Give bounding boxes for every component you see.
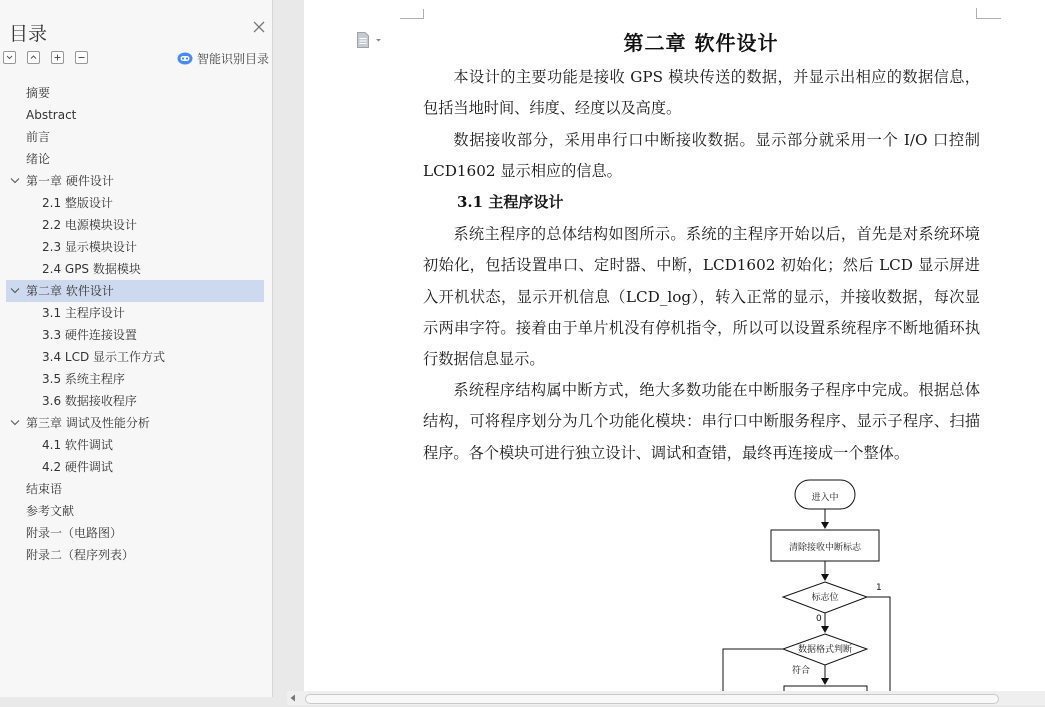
toc-item[interactable] (6, 368, 264, 390)
paragraph-data-receive: 数据接收部分，采用串行口中断接收数据。显示部分就采用一个 I/O 口控制 LCD1602 显示相应的信息。 (423, 131, 980, 181)
toc-item-label: 3.5 系统主程序 (42, 372, 125, 386)
toc-item[interactable] (6, 214, 264, 236)
toc-item-label: 2.4 GPS 数据模块 (42, 262, 141, 276)
flow-match-label: 符合 (792, 666, 811, 676)
toc-item-label: 绪论 (26, 152, 51, 166)
toc-item[interactable] (6, 500, 264, 522)
toc-item-label: 摘要 (26, 86, 51, 100)
flow-no-match-line (723, 649, 783, 691)
toc-item[interactable] (6, 192, 264, 214)
crop-mark (976, 18, 1001, 19)
smart-toc-label: 智能识别目录 (197, 51, 270, 66)
toc-item-label: 2.2 电源模块设计 (42, 218, 137, 232)
toc-list (6, 82, 264, 566)
plus-icon (52, 52, 63, 63)
expand-all-button[interactable] (27, 51, 40, 64)
paragraph-structure: 系统程序结构属中断方式，绝大多数功能在中断服务子程序中完成。根据总体结构，可将程序划分为几个功能化模块：串行口中断服务程序、显示子程序、扫描程序。各个模块可进行独立设计、调试和查错，最终再连接成一个整体。 (423, 381, 980, 462)
flow-branch-zero: 0 (816, 614, 822, 624)
flow-branch-one: 1 (876, 583, 882, 593)
chevron-down-icon (4, 52, 15, 63)
add-heading-button[interactable] (51, 51, 64, 64)
toc-item[interactable] (6, 544, 264, 566)
toc-item[interactable] (6, 280, 264, 302)
close-icon[interactable] (251, 19, 267, 35)
toc-item[interactable] (6, 170, 264, 192)
flow-start-label: 进入中 (811, 493, 839, 503)
toc-item[interactable] (6, 302, 264, 324)
toc-item-label: 3.3 硬件连接设置 (42, 328, 137, 342)
collapse-all-button[interactable] (3, 51, 16, 64)
toc-item[interactable] (6, 104, 264, 126)
chapter-title: 第二章 软件设计 (623, 31, 779, 55)
toc-item-label: 4.2 硬件调试 (42, 460, 113, 474)
flow-flag-decision-label: 标志位 (811, 593, 839, 603)
flow-clear-flag-label: 清除接收中断标志 (788, 543, 862, 553)
toc-item-label: 3.6 数据接收程序 (42, 394, 137, 408)
toc-item-label: 第一章 硬件设计 (26, 174, 114, 188)
toc-item-label: 2.1 整版设计 (42, 196, 113, 210)
flow-next-node (784, 686, 867, 691)
flowchart (304, 470, 1045, 691)
toc-item[interactable] (6, 412, 264, 434)
document-page (304, 0, 1045, 691)
chevron-up-icon (28, 52, 39, 63)
toc-item-label: 4.1 软件调试 (42, 438, 113, 452)
chevron-down-icon[interactable] (10, 287, 20, 295)
toc-item[interactable] (6, 456, 264, 478)
toc-item[interactable] (6, 126, 264, 148)
toc-panel (0, 0, 273, 697)
toc-item[interactable] (6, 324, 264, 346)
chevron-down-icon[interactable] (10, 177, 20, 185)
toc-item-label: 2.3 显示模块设计 (42, 240, 137, 254)
toc-item-label: 3.1 主程序设计 (42, 306, 125, 320)
crop-mark (400, 18, 424, 19)
robot-icon (177, 51, 193, 65)
minus-icon (76, 52, 87, 63)
horizontal-scrollbar[interactable] (287, 691, 1045, 705)
scrollbar-thumb[interactable] (305, 694, 999, 704)
toc-item-label: 前言 (26, 130, 51, 144)
toc-item[interactable] (6, 346, 264, 368)
toc-item[interactable] (6, 434, 264, 456)
remove-heading-button[interactable] (75, 51, 88, 64)
toc-item[interactable] (6, 478, 264, 500)
toc-item-label: 结束语 (26, 482, 63, 496)
toc-item-label: 附录一（电路图） (26, 526, 123, 540)
scroll-left-arrow-icon[interactable] (289, 694, 297, 702)
toc-item[interactable] (6, 148, 264, 170)
toc-item[interactable] (6, 522, 264, 544)
flow-format-decision-label: 数据格式判断 (797, 645, 853, 655)
toc-item[interactable] (6, 390, 264, 412)
toc-item-label: 3.4 LCD 显示工作方式 (42, 350, 166, 364)
paragraph-main-program: 系统主程序的总体结构如图所示。系统的主程序开始以后，首先是对系统环境初始化，包括设置串口、定时器、中断，LCD1602 初始化；然后 LCD 显示屏进入开机状态，显示开机信息（LCD_log），转入正常的显示，并接收数据，每次显示两串字符。接着由于单片机没有停机指令，所以可以设置系统程序不断地循环执行数据信息显示。 (423, 225, 980, 369)
toc-title: 目录 (9, 23, 48, 45)
paragraph-intro: 本设计的主要功能是接收 GPS 模块传送的数据，并显示出相应的数据信息，包括当地时间、纬度、经度以及高度。 (423, 68, 980, 118)
toc-item[interactable] (6, 258, 264, 280)
toc-item-label: 参考文献 (26, 504, 75, 518)
toc-item-label: Abstract (26, 108, 77, 122)
document-menu-icon[interactable] (356, 32, 386, 48)
section-heading: 3.1 主程序设计 (457, 193, 564, 211)
flow-branch-one-line (867, 597, 890, 691)
toc-item-label: 第二章 软件设计 (26, 284, 114, 298)
chevron-down-icon[interactable] (10, 419, 20, 427)
toc-item[interactable] (6, 236, 264, 258)
toc-item[interactable] (6, 82, 264, 104)
toc-item-label: 第三章 调试及性能分析 (26, 416, 150, 430)
smart-toc-button[interactable] (177, 50, 269, 66)
toc-item-label: 附录二（程序列表） (26, 548, 135, 562)
